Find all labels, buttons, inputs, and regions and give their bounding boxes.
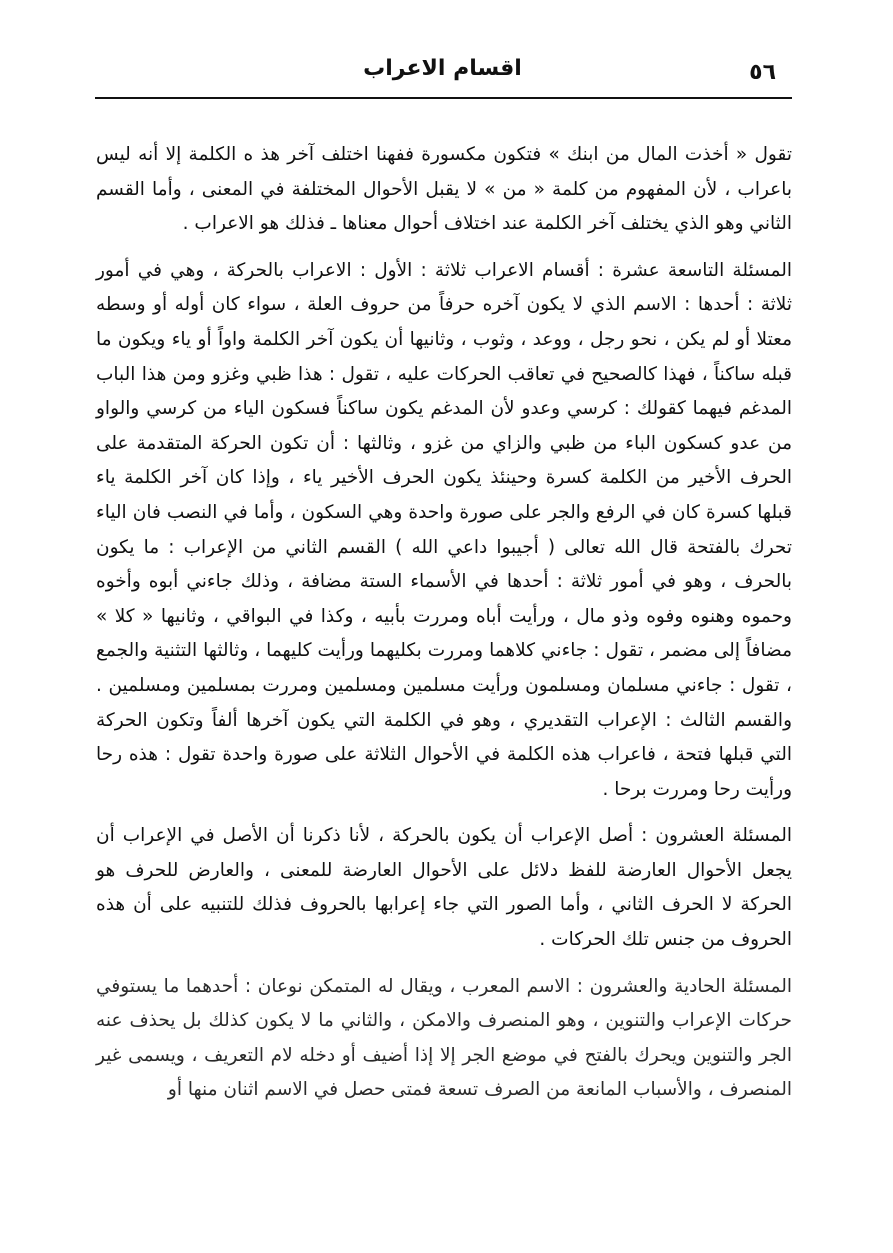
paragraph-3: المسئلة العشرون : أصل الإعراب أن يكون بالحركة ، لأنا ذكرنا أن الأصل في الإعراب أن يجعل الأحوال العارضة للفظ دلائل على الأحوال العارضة للمعنى ، والعارض للحرف هو الحركة لا الحرف الثاني ، وأما الصور التي جاء إعرابها بالحروف فذلك للتنبيه على أن هذه الحروف من جنس تلك الحركات .	[96, 825, 792, 951]
header-divider	[95, 97, 792, 99]
page-header	[95, 52, 790, 96]
paragraph-1: تقول « أخذت المال من ابنك » فتكون مكسورة ففهنا اختلف آخر هذ ه الكلمة إلا أنه ليس باعراب ، لأن المفهوم من كلمة « من » لا يقبل الأحوال المختلفة في المعنى ، وأما القسم الثاني وهو الذي يختلف آخر الكلمة عند اختلاف أحوال معناها ـ فذلك هو الاعراب .	[96, 144, 792, 235]
page-body	[96, 138, 792, 1108]
paragraph-4: المسئلة الحادية والعشرون : الاسم المعرب ، ويقال له المتمكن نوعان : أحدهما ما يستوفي حركات الإعراب والتنوين ، وهو المنصرف والامكن ، والثاني ما لا يكون كذلك بل يحذف عنه الجر والتنوين ويحرك بالفتح في موضع الجر إلا إذا أضيف أو دخله لام التعريف ، ويسمى غير المنصرف ، والأسباب المانعة من الصرف تسعة فمتى حصل في الاسم اثنان منها أو	[96, 975, 792, 1101]
page-number: ٥٦	[749, 60, 776, 85]
paragraph-2: المسئلة التاسعة عشرة : أقسام الاعراب ثلاثة : الأول : الاعراب بالحركة ، وهي في أمور ثلاثة : أحدها : الاسم الذي لا يكون آخره حرفاً من حروف العلة ، سواء كان أوله أو وسطه معتلا أو لم يكن ، نحو رجل ، ووعد ، وثوب ، وثانيها أن يكون آخر الكلمة واواً أو ياء ويكون ما قبله ساكناً ، فهذا كالصحيح في تعاقب الحركات عليه ، تقول : هذا ظبي وغزو ومن هذا الباب المدغم فيهما كقولك : كرسي وعدو لأن المدغم يكون ساكناً فسكون الياء من كرسي والواو من عدو كسكون الباء من ظبي والزاي من غزو ، وثالثها : أن تكون الحركة المتقدمة على الحرف الأخير من الكلمة كسرة وحينئذ يكون الحرف الأخير ياء ، وإذا كان آخر الكلمة ياء قبلها كسرة كان في الرفع والجر على صورة واحدة وهي السكون ، وأما في النصب فان الياء تحرك بالفتحة قال الله تعالى ( أجيبوا داعي الله ) القسم الثاني من الإعراب : ما يكون بالحرف ، وهو في أمور ثلاثة : أحدها في الأسماء الستة مضافة ، وذلك جاءني أبوه وأخوه وحموه وهنوه وفوه وذو مال ، ورأيت أباه ومررت بأبيه ، وكذا في البواقي ، وثانيها « كلا » مضافاً إلى مضمر ، تقول : جاءني كلاهما ومررت بكليهما ورأيت كليهما ، وثالثها التثنية والجمع ، تقول : جاءني مسلمان ومسلمون ورأيت مسلمين ومسلمين ومررت بمسلمين ومسلمين . والقسم الثالث : الإعراب التقديري ، وهو في الكلمة التي يكون آخرها ألفاً وتكون الحركة التي قبلها فتحة ، فاعراب هذه الكلمة في الأحوال الثلاثة على صورة واحدة تقول : هذه رحا ورأيت رحا ومررت برحا .	[96, 259, 792, 800]
page-title: اقسام الاعراب	[363, 56, 522, 81]
